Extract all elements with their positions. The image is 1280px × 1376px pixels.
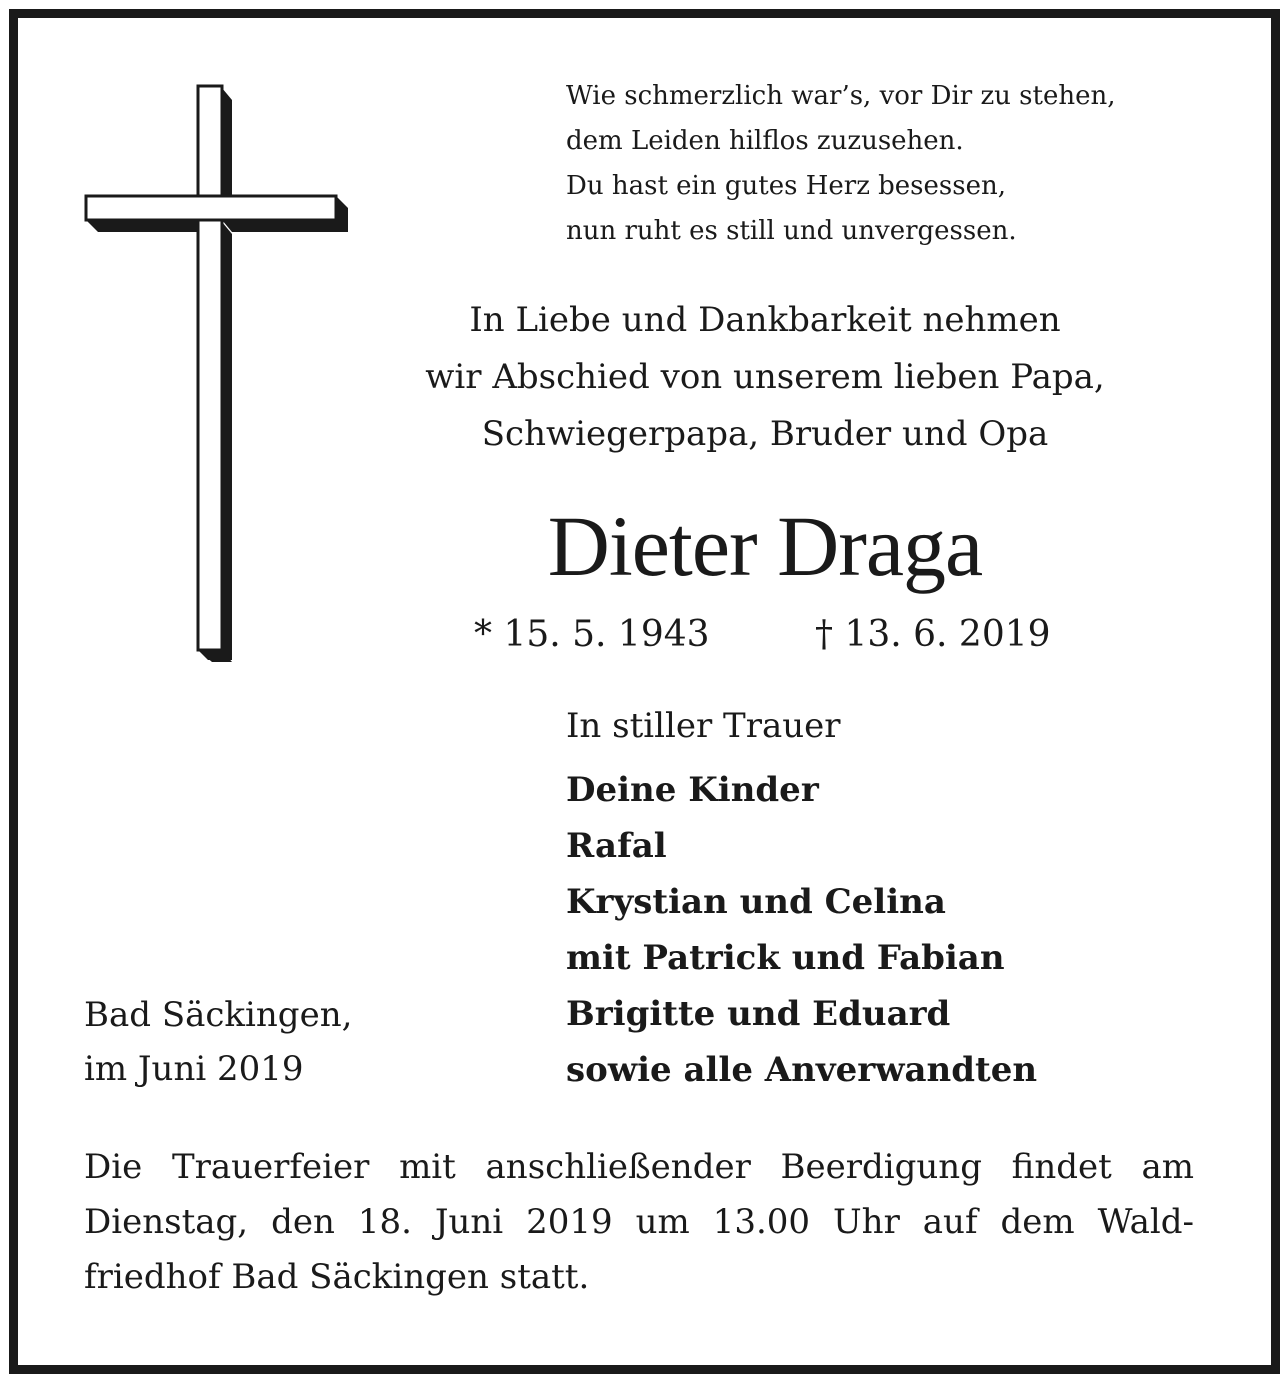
- family-list: [566, 762, 1037, 1098]
- intro-line: wir Abschied von unserem lieben Papa,: [425, 357, 1105, 397]
- poem-line: nun ruht es still und unvergessen.: [566, 216, 1017, 246]
- funeral-notice: [84, 1140, 1194, 1305]
- poem-line: Du hast ein gutes Herz besessen,: [566, 171, 1006, 201]
- deceased-name: Dieter Draga: [547, 498, 983, 594]
- mourning-heading: In stiller Trauer: [566, 706, 841, 746]
- place-line: Bad Säckingen,: [84, 995, 353, 1035]
- family-member: Rafal: [566, 826, 667, 866]
- place-date: [84, 988, 352, 1096]
- family-member: mit Patrick und Fabian: [566, 938, 1005, 978]
- poem-line: dem Leiden hilflos zuzusehen.: [566, 126, 964, 156]
- death-date: † 13. 6. 2019: [815, 614, 1051, 655]
- family-member: Krystian und Celina: [566, 882, 946, 922]
- family-member: sowie alle Anverwandten: [566, 1050, 1038, 1090]
- family-member: Deine Kinder: [566, 770, 819, 810]
- birth-date: * 15. 5. 1943: [474, 614, 710, 655]
- poem-line: Wie schmerzlich war’s, vor Dir zu stehen,: [566, 81, 1116, 111]
- intro-line: In Liebe und Dankbarkeit nehmen: [469, 300, 1061, 340]
- family-member: Brigitte und Eduard: [566, 994, 951, 1034]
- poem: [566, 74, 1116, 254]
- place-line: im Juni 2019: [84, 1049, 304, 1089]
- notice-line: friedhof Bad Säckingen statt.: [84, 1257, 590, 1297]
- intro-line: Schwiegerpapa, Bruder und Opa: [481, 414, 1049, 454]
- intro-text: [310, 292, 1220, 463]
- notice-line: Die Trauerfeier mit anschließender Beerdigung findet am: [84, 1147, 1194, 1187]
- notice-line: Dienstag, den 18. Juni 2019 um 13.00 Uhr auf dem Wald-: [84, 1202, 1194, 1242]
